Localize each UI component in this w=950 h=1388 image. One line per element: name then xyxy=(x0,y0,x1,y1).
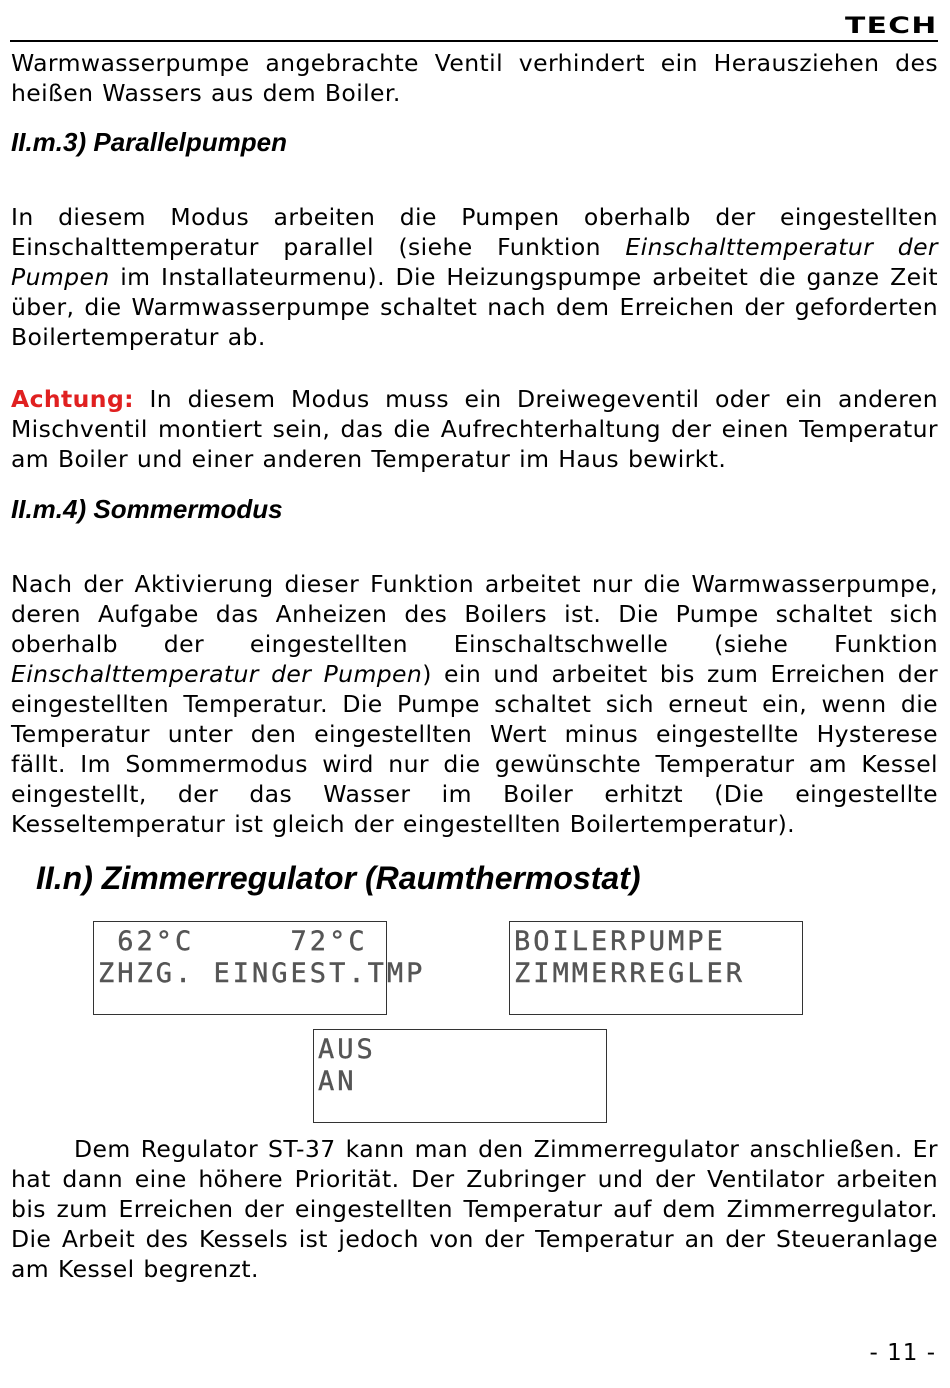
parallel-paragraph xyxy=(11,202,938,352)
parallel-text-emphasis: Einschalttemperatur der Pumpen xyxy=(11,233,938,291)
parallel-text-a: In diesem Modus arbeiten die Pumpen oberhalb der eingestellten Einschalttemperatur parallel (siehe Funktion xyxy=(11,203,938,261)
sommer-paragraph xyxy=(11,569,938,839)
intro-paragraph: Warmwasserpumpe angebrachte Ventil verhindert ein Herausziehen des heißen Wassers aus dem Boiler. xyxy=(11,49,938,107)
lcd-line-1: AUS xyxy=(318,1034,376,1065)
heading-sommermodus: II.m.4) Sommermodus xyxy=(11,494,283,524)
warning-text: In diesem Modus muss ein Dreiwegeventil oder ein anderen Mischventil montiert sein, das die Aufrechterhaltung der einen Temperatur am Boiler und einer anderen Temperatur im Haus bewirkt. xyxy=(11,385,938,473)
sommer-text-b: ) ein und arbeitet bis zum Erreichen der eingestellten Temperatur. Die Pumpe schaltet sich erneut ein, wenn die Temperatur unter den eingestellten Wert minus eingestellte Hysterese fällt. Im Sommermodus wird nur die gewünschte Temperatur am Kessel eingestellt, der das Wasser im Boiler erhitzt (Die eingestellte Kesseltemperatur ist gleich der eingestellten Boilertemperatur). xyxy=(11,660,939,838)
sommer-text-a: Nach der Aktivierung dieser Funktion arbeitet nur die Warmwasserpumpe, deren Aufgabe das Anheizen des Boilers ist. Die Pumpe schaltet sich oberhalb der eingestellten Einschaltschwelle (siehe Funktion xyxy=(11,570,938,658)
lcd-line-2: ZHZG. EINGEST.TMP xyxy=(98,958,426,989)
parallel-text-b: im Installateurmenu). Die Heizungspumpe arbeitet die ganze Zeit über, die Warmwasserpumpe schaltet nach dem Erreichen der geforderten Boilertemperatur ab. xyxy=(11,263,938,351)
lcd-line-2: AN xyxy=(318,1066,357,1097)
heading-parallelpumpen: II.m.3) Parallelpumpen xyxy=(11,127,287,157)
header-rule xyxy=(10,40,938,42)
heading-zimmerregulator: II.n) Zimmerregulator (Raumthermostat) xyxy=(36,860,641,896)
zimmer-paragraph: Dem Regulator ST-37 kann man den Zimmerregulator anschließen. Er hat dann eine höhere Priorität. Der Zubringer und der Ventilator arbeiten bis zum Erreichen der eingestellten Temperatur auf dem Zimmerregulator. Die Arbeit des Kessels ist jedoch von der Temperatur an der Steueranlage am Kessel begrenzt. xyxy=(11,1135,938,1283)
sommer-text-emphasis: Einschalttemperatur der Pumpen xyxy=(11,660,423,688)
warning-paragraph xyxy=(11,384,938,474)
page-number: - 11 - xyxy=(869,1340,936,1366)
warning-label: Achtung: xyxy=(11,385,134,413)
lcd-line-1: BOILERPUMPE xyxy=(514,926,726,957)
lcd-display-menu xyxy=(509,921,803,1015)
lcd-display-options xyxy=(313,1029,607,1123)
lcd-line-2: ZIMMERREGLER xyxy=(514,958,746,989)
lcd-display-temperature xyxy=(93,921,426,1015)
lcd-line-1: 62°C 72°C xyxy=(98,926,368,957)
tech-logo: TECH xyxy=(845,14,938,39)
